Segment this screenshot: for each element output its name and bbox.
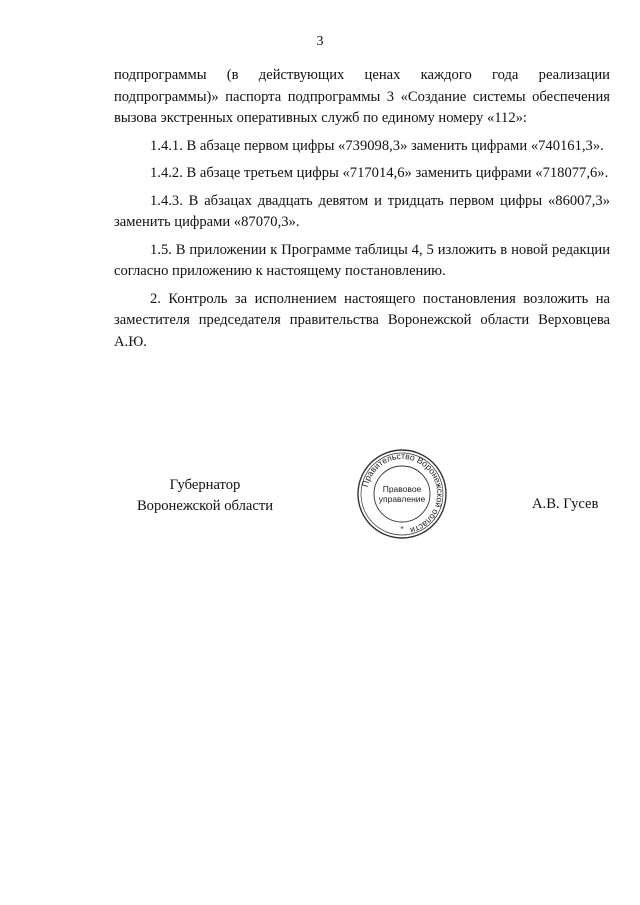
signatory-title-line1: Губернатор [169,477,241,493]
seal-center-line1: Правовое [382,484,422,494]
seal-star-icon: * [400,525,404,534]
paragraph-2: 2. Контроль за исполнением настоящего постановления возложить на заместителя председателя правительства Воронежской области Верховцева А.Ю. [114,290,610,350]
paragraph-1-4-2: 1.4.2. В абзаце третьем цифры «717014,6» заменить цифрами «718077,6». [150,165,609,181]
paragraph-1-4-3: 1.4.3. В абзацах двадцать девятом и тридцать первом цифры «86007,3» заменить цифрами «87070,3». [114,192,610,230]
paragraph-1-4-1: 1.4.1. В абзаце первом цифры «739098,3» заменить цифрами «740161,3». [150,137,604,154]
page-number: 3 [316,34,324,49]
seal-ring-text: Правительство Воронежской области [359,450,446,536]
signatory-title-line2: Воронежской области [136,498,274,514]
signatory-name: А.В. Гусев [532,496,599,512]
paragraph-1: подпрограммы (в действующих ценах каждого года реализации подпрограммы)» паспорта подпрограммы 3 «Создание системы обеспечения вызова экстренных оперативных служб по единому номеру «112»: [114,67,610,126]
document-body [114,65,610,359]
paragraph-1-5: 1.5. В приложении к Программе таблицы 4, 5 изложить в новой редакции согласно приложению к настоящему постановлению. [114,241,610,279]
signatory-title [120,475,290,517]
official-seal-stamp [356,448,448,540]
seal-center-line2: управление [378,494,426,504]
